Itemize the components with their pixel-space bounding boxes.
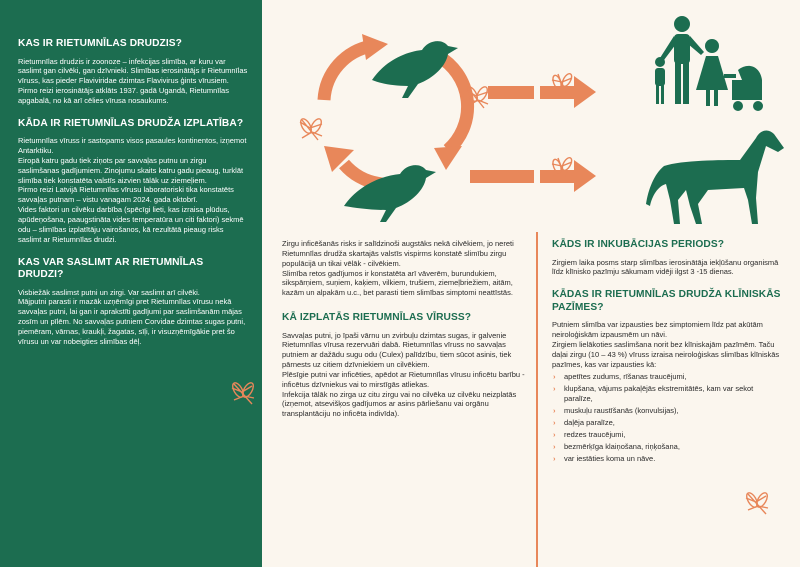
mosquito-icon	[228, 378, 258, 408]
section-text: Slimība retos gadījumos ir konstatēta arī vāverēm, burundukiem, sikspārņiem, suņiem, kaķiem, vilkiem, trušiem, ziemeļbriežiem, aitām, kazām un alpakām u.c., bet parasti tiem slimības simptomi neattīstās.	[282, 268, 513, 298]
section-text: Eiropā katru gadu tiek ziņots par savvaļas putnu un zirgu saslimšanas gadījumiem. Zinojumu skaits katru gadu pieaug, turklāt slimība tiek konstatēta valstīs aizvien tālāk uz ziemeļiem.	[18, 155, 244, 185]
middle-column	[282, 239, 528, 419]
chevron-right-icon: ›	[553, 453, 556, 463]
chevron-right-icon: ›	[553, 384, 556, 394]
list-item: › var iestāties koma un nāve.	[553, 453, 656, 463]
list-item: › daļēja paralīze,	[553, 417, 615, 427]
section-text: Plēsīgie putni var inficēties, apēdot ar Rietumnīlas vīrusu inficētu barību - inficētus dzīvniekus vai to mirstīgās atliekas.	[282, 369, 525, 389]
section-title: KĀDA IR RIETUMNĪLAS DRUDŽA IZPLATĪBA?	[18, 117, 244, 129]
section-text: Zirgiem laika posms starp slimības ierosinātāja iekļūšanu organismā līdz klīnisko pazīmju sākumam vidēji ilgst 3 -15 dienas.	[552, 257, 779, 277]
list-item: › apetītes zudums, rīšanas traucējumi,	[553, 372, 687, 382]
left-panel	[0, 0, 262, 567]
section-symptoms	[552, 289, 784, 463]
section-text: Savvaļas putni, jo īpaši vārnu un zvirbuļu dzimtas sugas, ir galvenie Rietumnīlas vīrusa rezervuāri dabā. Rietumnīlas vīruss no savvaļas putniem ar dažādu sugu odu (Culex) palīdzību, tiem sūcot asinis, tiek pārnests uz citiem dzīvniekiem un cilvēkiem.	[282, 330, 512, 370]
arrow-shaft	[470, 170, 534, 183]
arrow-shaft	[488, 86, 534, 99]
section-text: Mājputni parasti ir mazāk uzņēmīgi pret Rietumnīlas vīrusu nekā savvaļas putni, lai gan ir aprakstīti gadījumi par saslimšanām mājas zosīm un pīlēm. No savvaļas putniem Corvidae dzimtas sugas putni, piemēram, vārnas, kraukļi, žagatas, sīļi, ir visuzņēmīgākie pret šo vīrusu un var nobeigties slimības dēļ.	[18, 297, 246, 346]
chevron-right-icon: ›	[553, 417, 556, 427]
arrow-head-icon	[362, 34, 388, 60]
transmission-illustration	[262, 0, 800, 232]
section-title: KĀDS IR INKUBĀCIJAS PERIODS?	[552, 239, 725, 250]
mosquito-icon	[299, 117, 324, 140]
mosquito-icon	[742, 488, 772, 518]
chevron-right-icon: ›	[553, 441, 556, 451]
right-column	[552, 239, 784, 476]
section-title: KAS VAR SASLIMT AR RIETUMNĪLAS DRUDZI?	[18, 256, 204, 280]
section-title: KĀ IZPLATĀS RIETUMNĪLAS VĪRUSS?	[282, 312, 472, 324]
section-distribution	[18, 118, 248, 245]
section-title: KAS IR RIETUMNĪLAS DRUDZIS?	[18, 38, 182, 49]
chevron-right-icon: ›	[553, 372, 556, 382]
cycle-arrow-arc	[438, 56, 468, 150]
section-title: KĀDAS IR RIETUMNĪLAS DRUDŽA KLĪNISKĀS PAZĪMES?	[552, 289, 781, 313]
arrow-head-icon	[574, 76, 596, 108]
symptom-list	[552, 372, 784, 463]
arrow-head-icon	[434, 146, 462, 170]
list-item: › klupšana, vājums pakaļējās ekstremitātēs, kam var sekot paralīze,	[553, 384, 754, 403]
list-item: › redzes traucējumi,	[553, 429, 626, 439]
section-text: Zirgu inficēšanās risks ir salīdzinoši augstāks nekā cilvēkiem, jo nereti Rietumnīlas drudža skartajās valstīs vispirms konstatē slimību zirgu populācijā un tikai vēlāk - cilvēkiem.	[282, 239, 514, 268]
chevron-right-icon: ›	[553, 429, 556, 439]
chevron-right-icon: ›	[553, 405, 556, 415]
bird-icon	[372, 41, 458, 98]
section-text: Rietumnīlas vīruss ir sastopams visos pasaules kontinentos, izņemot Antarktiku.	[18, 136, 247, 156]
list-item: › bezmērķīga klaiņošana, riņķošana,	[553, 441, 680, 451]
cycle-arrow-arc	[324, 46, 372, 100]
section-text: Zirgiem lielākoties saslimšana norit bez klīniskajām pazīmēm. Taču daļai zirgu (10 – 43 %) vīruss izraisa neiroloģiskas slimības klīniskās pazīmes, kas var izpausties kā:	[552, 339, 780, 369]
section-text: Vides faktori un cilvēku darbība (spēcīgi lieti, kas izraisa plūdus, apūdeņošana, paaugstināta vides temperatūra un citi faktori) sekmē odu – slimības izplatītāju vairošanos, kā rezultātā pieaug risks saslimt ar Rietumnīlas drudzi.	[18, 205, 244, 244]
section-text: Putniem slimība var izpausties bez simptomiem līdz pat akūtām neiroloģiskām izpausmēm un nāvi.	[552, 320, 763, 340]
list-item: › muskuļu raustīšanās (konvulsijas),	[553, 405, 679, 415]
section-incubation	[552, 239, 784, 277]
column-divider	[536, 232, 538, 567]
section-who-gets-sick	[18, 257, 248, 347]
section-text: Visbiežāk saslimst putni un zirgi. Var saslimt arī cilvēki.	[18, 287, 200, 297]
horse-icon	[646, 131, 784, 224]
section-text: Pirmo reizi Latvijā Rietumnīlas vīrusu laboratoriski tika konstatēts savvaļas putnam – vistu vanagam 2024. gada oktobrī.	[18, 185, 234, 205]
family-icon	[655, 16, 763, 111]
arrow-head-icon	[574, 160, 596, 192]
section-what-is	[18, 38, 248, 106]
section-text: Rietumnīlas drudzis ir zoonoze – infekcijas slimība, ar kuru var saslimt gan cilvēki, gan dzīvnieki. Slimības ierosinātājs ir Rietumnīlas vīruss, kas pieder Flaviviridae dzimtas Flavivirus ģints vīrusiem. Pirmo reizi ierosinātājs atklāts 1937. gadā Ugandā, Rietumnīlas apgabalā, no kā arī cēlies vīrusa nosaukums.	[18, 56, 248, 105]
section-text: Infekcija tālāk no zirga uz citu zirgu vai no cilvēka uz cilvēku neizplatās (izņemot, atsevišķos gadījumos ar asins pārliešanu vai orgānu transplantāciju no inficēta indivīda).	[282, 389, 517, 419]
